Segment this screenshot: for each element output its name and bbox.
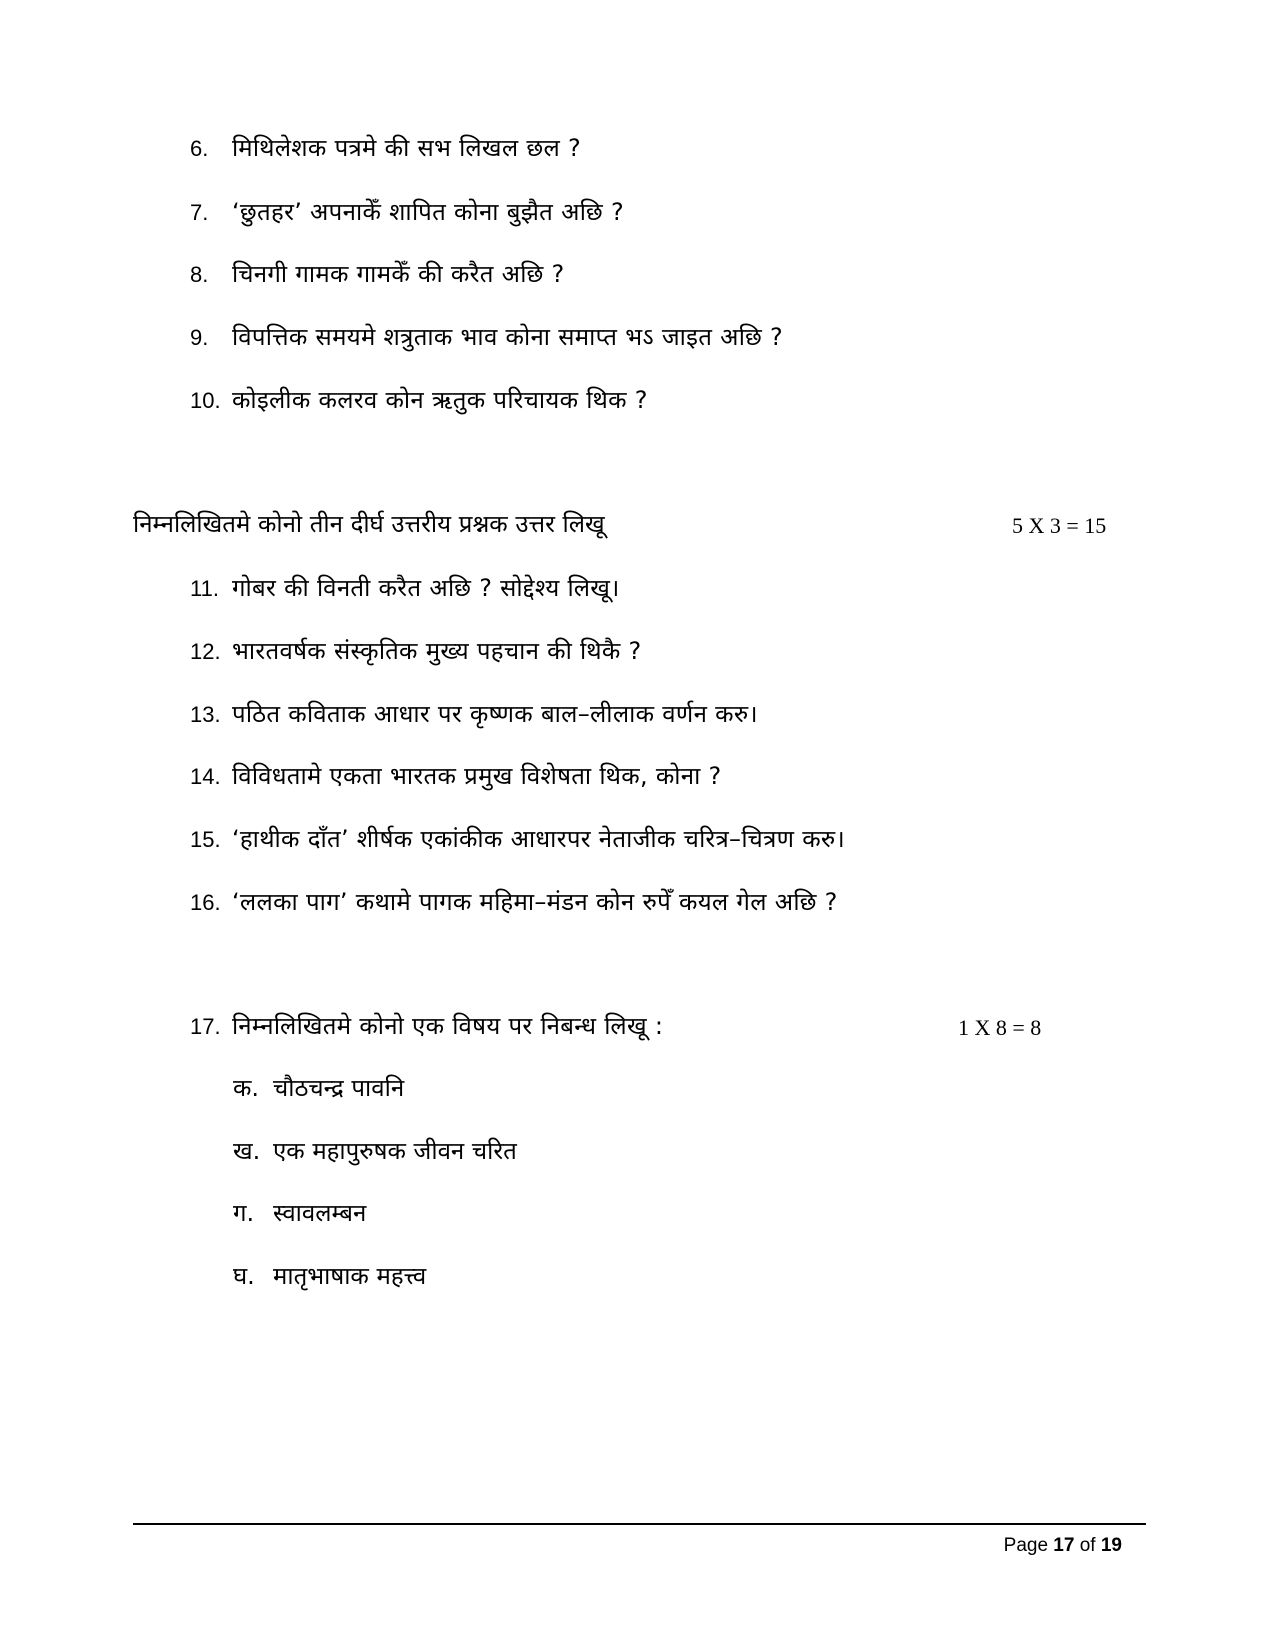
question-7 (190, 196, 624, 229)
question-text: विविधतामे एकता भारतक प्रमुख विशेषता थिक, कोना ? (232, 762, 722, 790)
option-label: क. (233, 1074, 260, 1102)
question-11 (190, 572, 620, 605)
question-number: 10. (190, 388, 221, 413)
question-number: 9. (190, 325, 209, 350)
question-number: 14. (190, 764, 221, 789)
question-text: मिथिलेशक पत्रमे की सभ लिखल छल ? (232, 134, 582, 162)
question-number: 7. (190, 200, 209, 225)
question-16 (190, 886, 838, 919)
page-number (1004, 1532, 1122, 1560)
question-text: निम्नलिखितमे कोनो एक विषय पर निबन्ध लिखू : (232, 1012, 664, 1040)
question-text: कोइलीक कलरव कोन ऋतुक परिचायक थिक ? (232, 386, 648, 414)
question-6 (190, 132, 581, 165)
option-label: ग. (233, 1199, 255, 1227)
option-text: एक महापुरुषक जीवन चरित (273, 1137, 517, 1165)
option-text: स्वावलम्बन (273, 1199, 367, 1227)
question-text: पठित कविताक आधार पर कृष्णक बाल–लीलाक वर्णन करु। (232, 700, 758, 728)
question-17-marks: 1 X 8 = 8 (958, 1015, 1042, 1040)
question-number: 16. (190, 890, 221, 915)
question-number: 15. (190, 827, 221, 852)
question-8 (190, 258, 565, 291)
question-9 (190, 321, 783, 354)
question-text: ‘हाथीक दाँत’ शीर्षक एकांकीक आधारपर नेताजीक चरित्र–चित्रण करु। (232, 825, 845, 853)
question-12 (190, 635, 642, 668)
question-number: 12. (190, 639, 221, 664)
question-17 (190, 1010, 663, 1043)
page-separator: of (1079, 1535, 1096, 1556)
question-14 (190, 760, 722, 793)
essay-option-2 (233, 1135, 517, 1167)
question-number: 6. (190, 136, 209, 161)
question-text: विपत्तिक समयमे शत्रुताक भाव कोना समाप्त भऽ जाइत अछि ? (232, 323, 784, 351)
current-page: 17 (1053, 1535, 1075, 1556)
option-label: ख. (233, 1137, 261, 1165)
question-number: 11. (190, 576, 219, 601)
question-number: 8. (190, 262, 209, 287)
essay-option-4 (233, 1260, 426, 1292)
question-number: 13. (190, 702, 221, 727)
section-marks: 5 X 3 = 15 (1012, 513, 1107, 538)
question-text: ‘छुतहर’ अपनाकेँ शापित कोना बुझैत अछि ? (232, 198, 625, 226)
option-text: चौठचन्द्र पावनि (273, 1074, 405, 1102)
question-text: भारतवर्षक संस्कृतिक मुख्य पहचान की थिकै ? (232, 637, 642, 665)
question-13 (190, 698, 758, 731)
option-label: घ. (233, 1262, 255, 1290)
page-prefix: Page (1003, 1535, 1049, 1556)
question-10 (190, 384, 648, 417)
question-text: चिनगी गामक गामकेँ की करैत अछि ? (232, 260, 565, 288)
essay-option-1 (233, 1072, 404, 1104)
question-15 (190, 823, 845, 856)
total-pages: 19 (1100, 1535, 1122, 1556)
question-text: गोबर की विनती करैत अछि ? सोद्देश्य लिखू। (232, 574, 620, 602)
question-number: 17. (190, 1014, 221, 1039)
option-text: मातृभाषाक महत्त्व (273, 1262, 427, 1290)
essay-option-3 (233, 1197, 366, 1229)
footer-divider (133, 1523, 1146, 1525)
question-text: ‘ललका पाग’ कथामे पागक महिमा–मंडन कोन रुपेँ कयल गेल अछि ? (232, 888, 838, 916)
section-instruction: निम्नलिखितमे कोनो तीन दीर्घ उत्तरीय प्रश्नक उत्तर लिखू (133, 510, 605, 538)
